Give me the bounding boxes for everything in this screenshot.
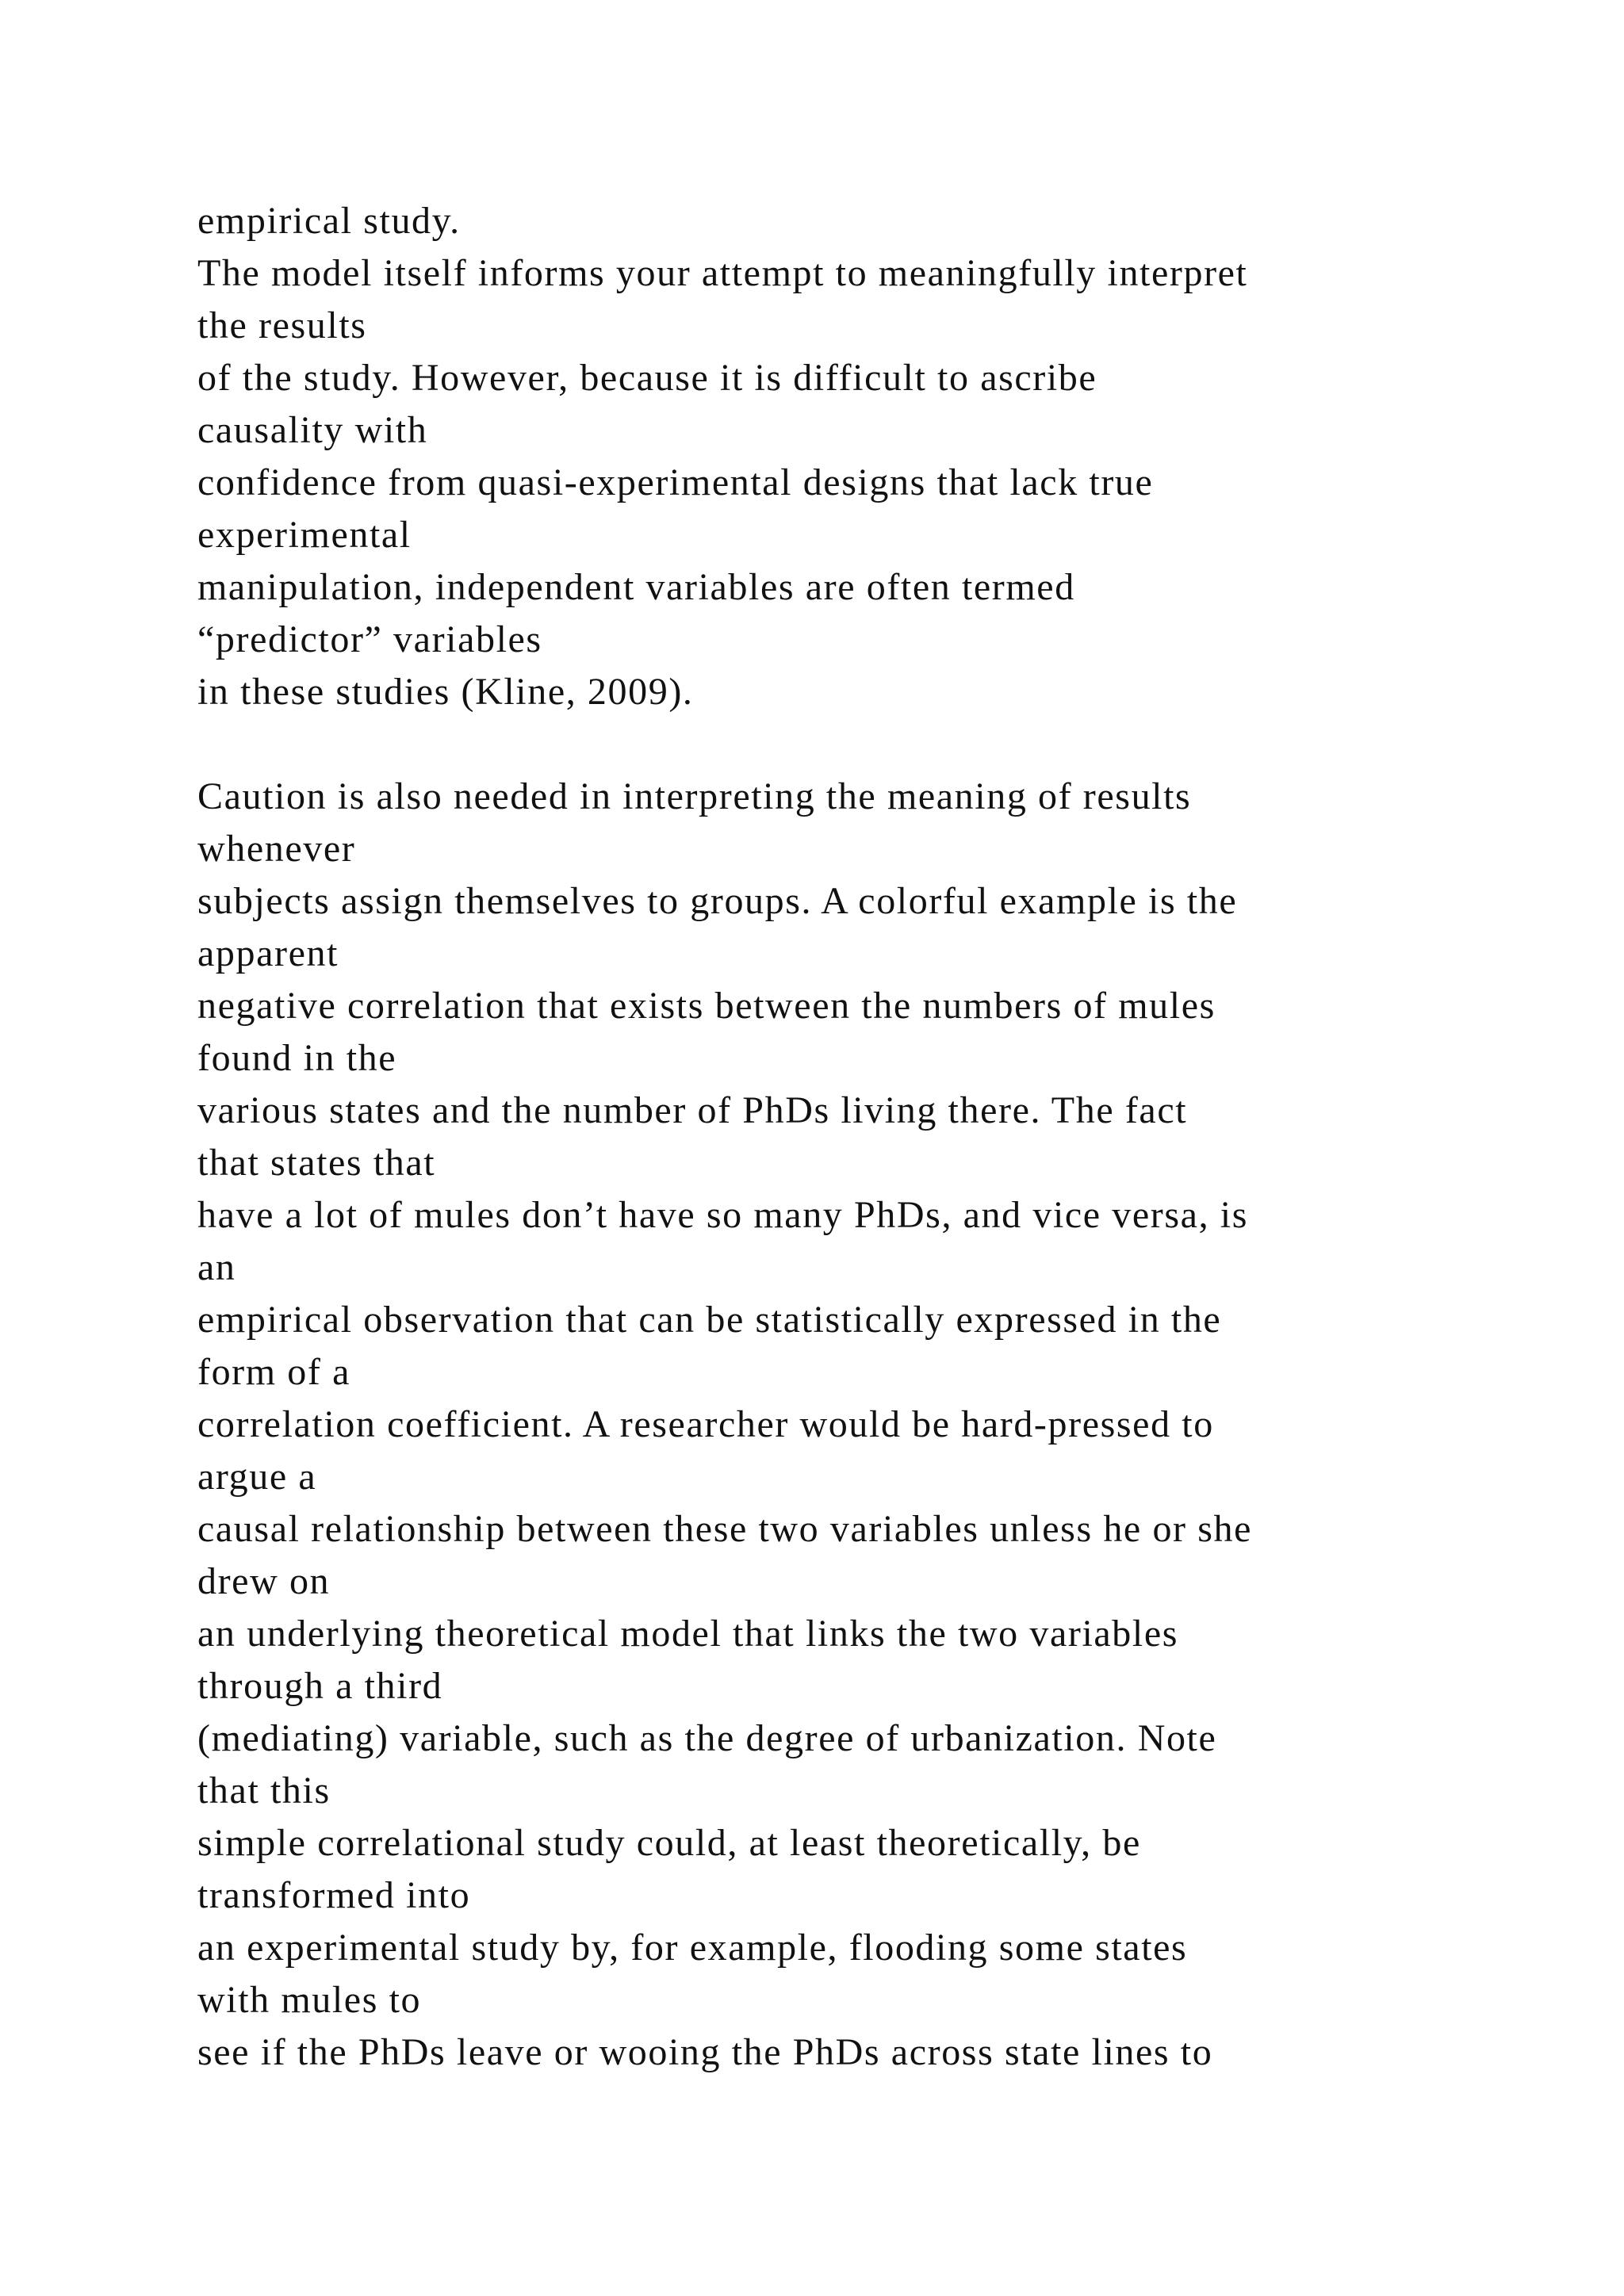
text-line: the results	[197, 304, 367, 346]
paragraph-1	[197, 195, 1514, 718]
text-line: Caution is also needed in interpreting the meaning of results	[197, 775, 1192, 817]
text-line: found in the	[197, 1037, 397, 1079]
text-line: various states and the number of PhDs living there. The fact	[197, 1089, 1188, 1131]
text-line: of the study. However, because it is difficult to ascribe	[197, 357, 1097, 399]
text-line: empirical observation that can be statistically expressed in the	[197, 1299, 1222, 1341]
text-line: an	[197, 1246, 236, 1288]
text-line: “predictor” variables	[197, 618, 542, 660]
text-line: empirical study.	[197, 200, 461, 242]
text-line: that states that	[197, 1142, 436, 1184]
text-line: have a lot of mules don’t have so many PhDs, and vice versa, is	[197, 1194, 1248, 1236]
text-line: simple correlational study could, at least theoretically, be	[197, 1822, 1141, 1864]
text-line: drew on	[197, 1560, 331, 1602]
text-line: correlation coefficient. A researcher would be hard-pressed to	[197, 1403, 1214, 1445]
text-line: confidence from quasi-experimental designs that lack true	[197, 461, 1154, 503]
text-line: subjects assign themselves to groups. A colorful example is the	[197, 880, 1238, 922]
text-line: in these studies (Kline, 2009).	[197, 671, 694, 713]
text-line: with mules to	[197, 1979, 422, 2021]
text-line: argue a	[197, 1456, 317, 1498]
text-line: an experimental study by, for example, flooding some states	[197, 1927, 1188, 1969]
text-line: an underlying theoretical model that links the two variables	[197, 1613, 1179, 1655]
text-line: experimental	[197, 514, 412, 556]
text-line: (mediating) variable, such as the degree of urbanization. Note	[197, 1717, 1217, 1759]
body-text	[197, 195, 1514, 2079]
text-line: whenever	[197, 828, 356, 870]
text-line: apparent	[197, 932, 339, 974]
text-line: that this	[197, 1770, 331, 1812]
text-line: causality with	[197, 409, 428, 451]
paragraph-2	[197, 771, 1514, 2079]
text-line: negative correlation that exists between the numbers of mules	[197, 985, 1216, 1027]
text-line: see if the PhDs leave or wooing the PhDs across state lines to	[197, 2031, 1213, 2073]
text-line: manipulation, independent variables are often termed	[197, 566, 1075, 608]
text-line: transformed into	[197, 1874, 471, 1916]
text-line: causal relationship between these two variables unless he or she	[197, 1508, 1253, 1550]
text-line: through a third	[197, 1665, 443, 1707]
text-line: The model itself informs your attempt to meaningfully interpret	[197, 252, 1248, 294]
paragraph-break	[197, 718, 1514, 771]
text-line: form of a	[197, 1351, 350, 1393]
